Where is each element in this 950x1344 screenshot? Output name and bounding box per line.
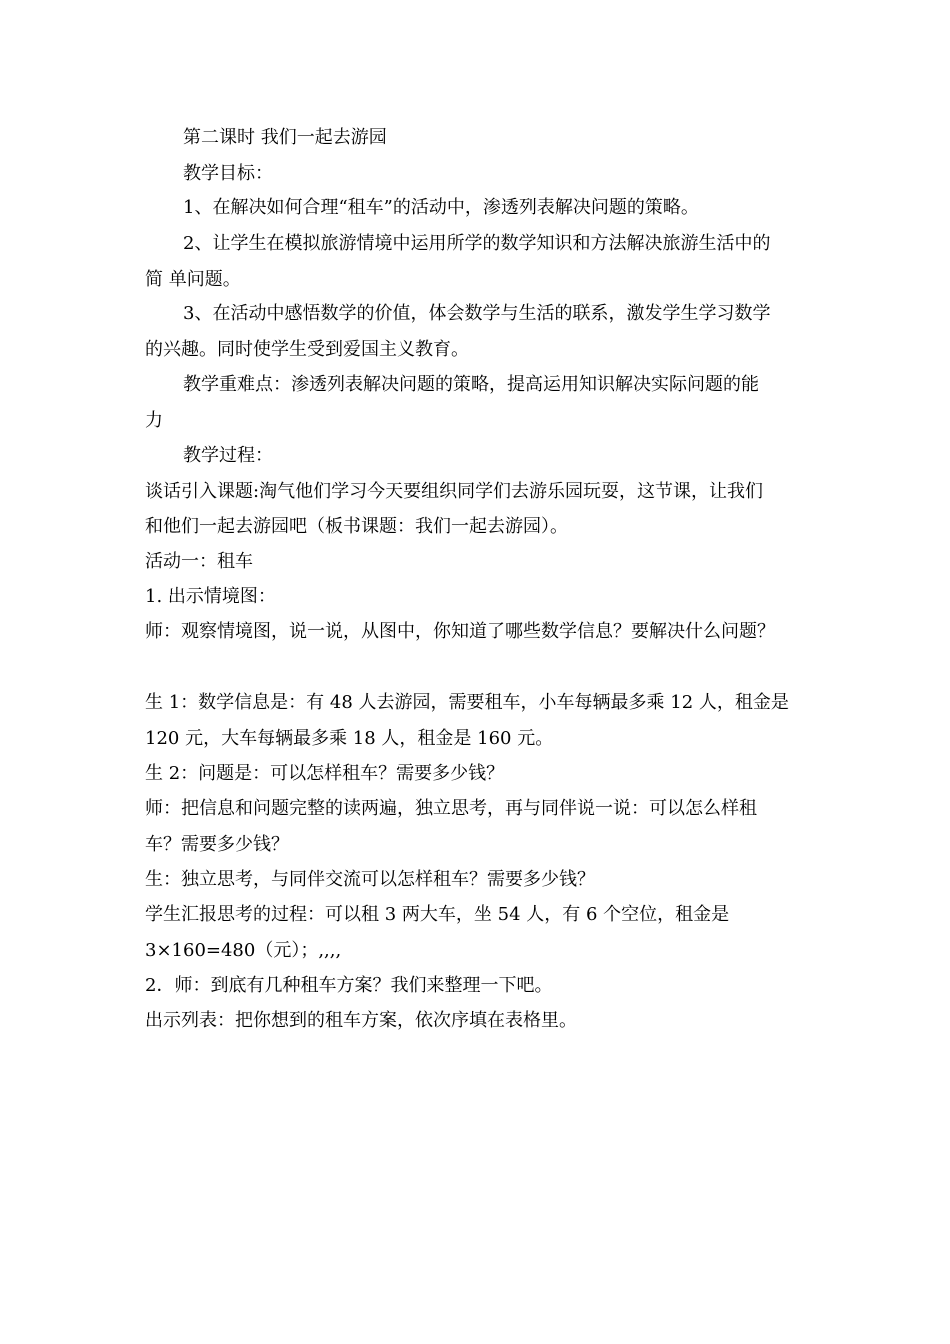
- report-line-2: 3×160=480（元）；,,,,: [145, 940, 342, 961]
- teacher-2-line-1: 师：把信息和问题完整的读两遍，独立思考，再与同伴说一说：可以怎么样租: [145, 798, 757, 819]
- objective-2-line-1: 2、让学生在模拟旅游情境中运用所学的数学知识和方法解决旅游生活中的: [183, 233, 771, 254]
- student-3: 生：独立思考，与同伴交流可以怎样租车？需要多少钱？: [145, 869, 595, 890]
- show-table-instruction: 出示列表：把你想到的租车方案，依次序填在表格里。: [145, 1010, 577, 1031]
- objective-3-line-1: 3、在活动中感悟数学的价值，体会数学与生活的联系，激发学生学习数学: [183, 303, 771, 324]
- teacher-question-1: 师：观察情境图，说一说，从图中，你知道了哪些数学信息？要解决什么问题？: [145, 621, 775, 642]
- process-heading: 教学过程：: [183, 445, 273, 466]
- student-1-line-2: 120 元，大车每辆最多乘 18 人，租金是 160 元。: [145, 728, 554, 749]
- objectives-heading: 教学目标：: [183, 163, 273, 184]
- objective-2-line-2: 简 单问题。: [145, 269, 241, 290]
- student-1-line-1: 生 1：数学信息是：有 48 人去游园，需要租车，小车每辆最多乘 12 人，租金是: [145, 692, 789, 713]
- step-2: 2．师：到底有几种租车方案？我们来整理一下吧。: [145, 975, 553, 996]
- student-2: 生 2：问题是：可以怎样租车？需要多少钱？: [145, 763, 505, 784]
- report-line-1: 学生汇报思考的过程：可以租 3 两大车，坐 54 人，有 6 个空位，租金是: [145, 904, 730, 925]
- activity-1-heading: 活动一：租车: [145, 551, 253, 572]
- objective-3-line-2: 的兴趣。同时使学生受到爱国主义教育。: [145, 339, 469, 360]
- lesson-title: 第二课时 我们一起去游园: [183, 127, 387, 148]
- teacher-2-line-2: 车？需要多少钱？: [145, 834, 289, 855]
- keypoints-line-1: 教学重难点：渗透列表解决问题的策略，提高运用知识解决实际问题的能: [183, 374, 759, 395]
- intro-line-1: 谈话引入课题:淘气他们学习今天要组织同学们去游乐园玩耍，这节课，让我们: [145, 481, 764, 502]
- intro-line-2: 和他们一起去游园吧（板书课题：我们一起去游园）。: [145, 516, 568, 537]
- keypoints-line-2: 力: [145, 410, 163, 431]
- step-1: 1. 出示情境图：: [145, 586, 276, 607]
- objective-1: 1、在解决如何合理“租车”的活动中，渗透列表解决问题的策略。: [183, 197, 699, 218]
